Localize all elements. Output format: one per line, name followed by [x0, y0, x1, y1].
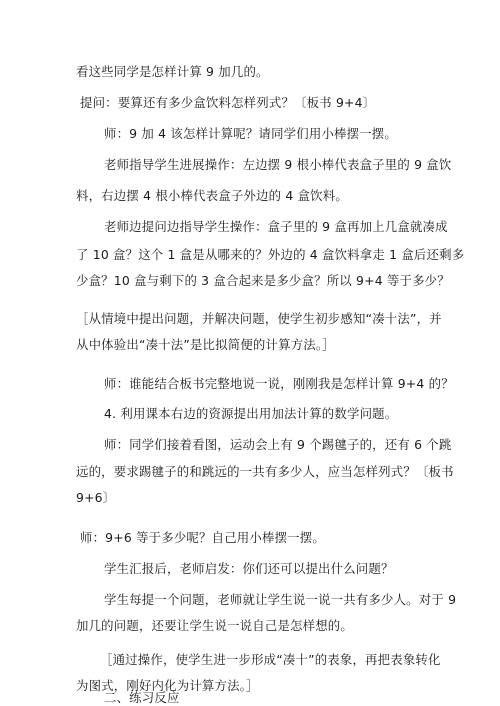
text-line-8: 少盒？10 盒与剩下的 3 盒合起来是多少盒？所以 9+4 等于多少？	[76, 273, 450, 288]
text-line-10: 从中体验出“凑十法”是比拟简便的计算方法。］	[76, 337, 335, 352]
text-line-16: 师：9+6 等于多少呢？自己用小棒摆一摆。	[80, 530, 325, 545]
text-line-15: 9+6〕	[76, 490, 116, 505]
text-line-2: 提问：要算还有多少盒饮料怎样列式？〔板书 9+4〕	[80, 95, 376, 110]
text-line-4: 老师指导学生进展操作：左边摆 9 根小棒代表盒子里的 9 盒饮	[104, 157, 452, 172]
text-line-20: ［通过操作，使学生进一步形成“凑十”的表象，再把表象转化	[100, 652, 441, 667]
text-line-1: 看这些同学是怎样计算 9 加几的。	[76, 64, 269, 79]
text-line-9: ［从情境中提出问题，并解决问题，使学生初步感知“凑十法”，并	[76, 311, 442, 326]
text-line-18: 学生每提一个问题，老师就让学生说一说一共有多少人。对于 9	[104, 592, 457, 607]
text-line-13: 师：同学们接着看图，运动会上有 9 个踢毽子的，还有 6 个跳	[104, 437, 452, 452]
text-line-5: 料，右边摆 4 根小棒代表盒子外边的 4 盒饮料。	[76, 188, 348, 203]
section-heading: 二、练习反应	[104, 690, 180, 705]
text-line-12: 4. 利用课本右边的资源提出用加法计算的数学问题。	[104, 406, 398, 421]
text-line-21: 为图式，刚好内化为计算方法。］	[76, 678, 259, 693]
text-line-14: 远的，要求踢毽子的和跳远的一共有多少人，应当怎样列式？〔板书	[76, 464, 454, 479]
text-line-19: 加几的问题，还要让学生说一说自己是怎样想的。	[76, 618, 353, 633]
text-line-6: 老师边提问边指导学生操作：盒子里的 9 盒再加上几盒就凑成	[104, 219, 448, 234]
text-line-3: 师：9 加 4 该怎样计算呢？请同学们用小棒摆一摆。	[104, 126, 397, 141]
text-line-7: 了 10 盒？这个 1 盒是从哪来的？外边的 4 盒饮料拿走 1 盒后还剩多	[76, 247, 465, 262]
text-line-17: 学生汇报后，老师启发：你们还可以提出什么问题？	[104, 561, 394, 576]
text-line-11: 师：谁能结合板书完整地说一说，刚刚我是怎样计算 9+4 的？	[104, 376, 454, 391]
